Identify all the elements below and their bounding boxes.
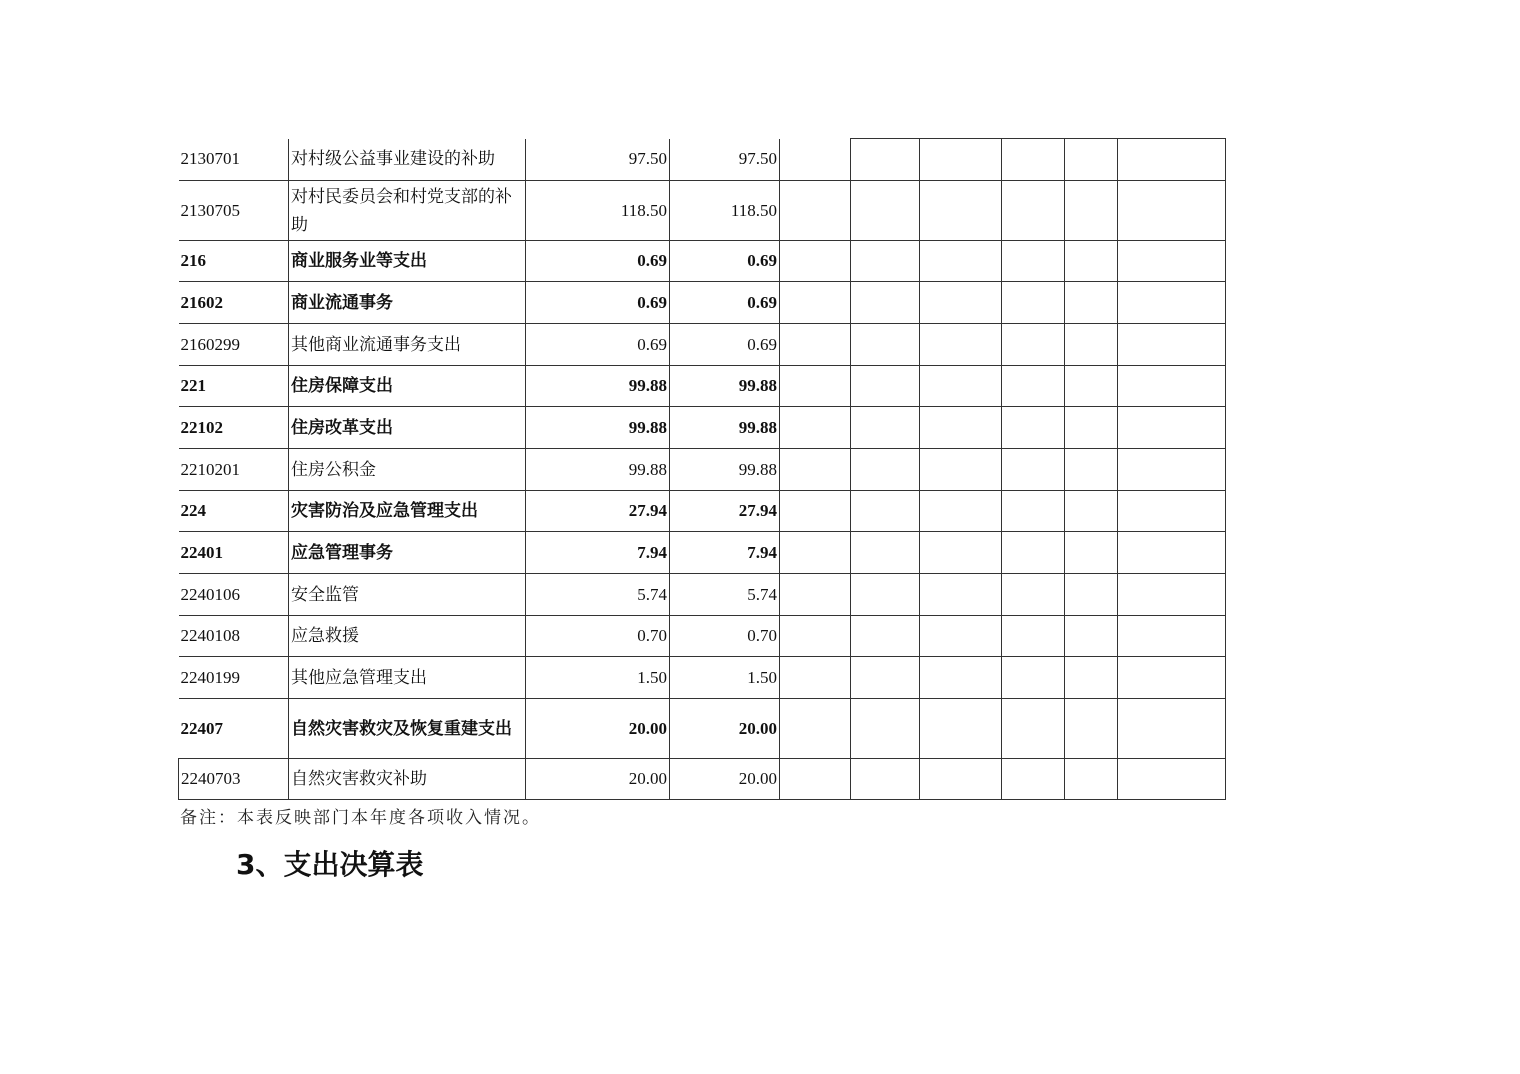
empty-cell xyxy=(1002,699,1065,759)
empty-cell xyxy=(1118,241,1226,282)
table-row xyxy=(179,282,1226,324)
empty-cell xyxy=(920,449,1002,491)
empty-cell xyxy=(1065,449,1118,491)
row-name: 对村级公益事业建设的补助 xyxy=(289,139,526,181)
table-row xyxy=(179,139,1226,181)
budget-table xyxy=(178,138,1226,800)
empty-cell xyxy=(920,324,1002,366)
row-value-1: 0.69 xyxy=(526,241,670,282)
empty-cell xyxy=(851,449,920,491)
row-name: 应急管理事务 xyxy=(289,532,526,574)
empty-cell xyxy=(920,532,1002,574)
row-name: 住房保障支出 xyxy=(289,366,526,407)
empty-cell xyxy=(1118,139,1226,181)
row-code: 2240106 xyxy=(179,574,289,616)
row-code: 2130705 xyxy=(179,181,289,241)
empty-cell xyxy=(1002,759,1065,800)
empty-cell xyxy=(780,759,851,800)
empty-cell xyxy=(1118,616,1226,657)
empty-cell xyxy=(1002,616,1065,657)
empty-cell xyxy=(1002,324,1065,366)
row-code: 2130701 xyxy=(179,139,289,181)
row-value-1: 0.69 xyxy=(526,282,670,324)
row-value-2: 20.00 xyxy=(670,699,780,759)
empty-cell xyxy=(1065,181,1118,241)
empty-cell xyxy=(1002,574,1065,616)
empty-cell xyxy=(1002,407,1065,449)
row-code: 221 xyxy=(179,366,289,407)
empty-cell xyxy=(1065,657,1118,699)
row-name: 对村民委员会和村党支部的补助 xyxy=(289,181,526,241)
row-name: 其他应急管理支出 xyxy=(289,657,526,699)
table-row xyxy=(179,574,1226,616)
row-name: 灾害防治及应急管理支出 xyxy=(289,491,526,532)
row-value-2: 97.50 xyxy=(670,139,780,181)
empty-cell xyxy=(1118,699,1226,759)
row-value-1: 1.50 xyxy=(526,657,670,699)
row-value-1: 97.50 xyxy=(526,139,670,181)
empty-cell xyxy=(851,181,920,241)
empty-cell xyxy=(1002,366,1065,407)
empty-cell xyxy=(851,532,920,574)
row-code: 2240703 xyxy=(179,759,289,800)
empty-cell xyxy=(780,616,851,657)
empty-cell xyxy=(1118,282,1226,324)
empty-cell xyxy=(1002,181,1065,241)
empty-cell xyxy=(780,181,851,241)
empty-cell xyxy=(1065,574,1118,616)
empty-cell xyxy=(1118,449,1226,491)
table-row xyxy=(179,407,1226,449)
empty-cell xyxy=(851,407,920,449)
empty-cell xyxy=(851,759,920,800)
empty-cell xyxy=(780,449,851,491)
empty-cell xyxy=(920,657,1002,699)
empty-cell xyxy=(1118,759,1226,800)
table-row xyxy=(179,449,1226,491)
empty-cell xyxy=(851,139,920,181)
row-code: 2240199 xyxy=(179,657,289,699)
empty-cell xyxy=(1118,324,1226,366)
row-value-2: 0.69 xyxy=(670,324,780,366)
row-code: 22401 xyxy=(179,532,289,574)
row-code: 22407 xyxy=(179,699,289,759)
table-footnote: 备注：本表反映部门本年度各项收入情况。 xyxy=(180,808,541,828)
row-value-2: 0.69 xyxy=(670,282,780,324)
row-name: 自然灾害救灾补助 xyxy=(289,759,526,800)
empty-cell xyxy=(1065,759,1118,800)
row-value-2: 20.00 xyxy=(670,759,780,800)
empty-cell xyxy=(1065,241,1118,282)
row-value-1: 20.00 xyxy=(526,759,670,800)
empty-cell xyxy=(780,366,851,407)
row-name: 其他商业流通事务支出 xyxy=(289,324,526,366)
empty-cell xyxy=(1065,407,1118,449)
empty-cell xyxy=(1118,574,1226,616)
empty-cell xyxy=(1118,657,1226,699)
empty-cell xyxy=(851,616,920,657)
row-name: 商业服务业等支出 xyxy=(289,241,526,282)
empty-cell xyxy=(1065,324,1118,366)
row-value-1: 99.88 xyxy=(526,449,670,491)
empty-cell xyxy=(920,616,1002,657)
empty-cell xyxy=(1065,491,1118,532)
empty-cell xyxy=(1002,532,1065,574)
row-value-2: 99.88 xyxy=(670,407,780,449)
empty-cell xyxy=(1065,532,1118,574)
empty-cell xyxy=(1002,139,1065,181)
row-code: 21602 xyxy=(179,282,289,324)
empty-cell xyxy=(1065,366,1118,407)
empty-cell xyxy=(1118,407,1226,449)
empty-cell xyxy=(1118,491,1226,532)
empty-cell xyxy=(851,491,920,532)
empty-cell xyxy=(920,759,1002,800)
table-row xyxy=(179,324,1226,366)
empty-cell xyxy=(1002,241,1065,282)
empty-cell xyxy=(1065,282,1118,324)
table-row xyxy=(179,616,1226,657)
row-value-2: 0.70 xyxy=(670,616,780,657)
empty-cell xyxy=(851,366,920,407)
empty-cell xyxy=(1065,616,1118,657)
empty-cell xyxy=(1002,491,1065,532)
row-code: 2160299 xyxy=(179,324,289,366)
row-value-1: 0.70 xyxy=(526,616,670,657)
row-value-1: 99.88 xyxy=(526,366,670,407)
row-value-1: 0.69 xyxy=(526,324,670,366)
empty-cell xyxy=(920,574,1002,616)
section-heading: 3、支出决算表 xyxy=(236,848,424,881)
empty-cell xyxy=(851,657,920,699)
empty-cell xyxy=(1002,657,1065,699)
empty-cell xyxy=(920,366,1002,407)
empty-cell xyxy=(851,282,920,324)
row-value-2: 1.50 xyxy=(670,657,780,699)
empty-cell xyxy=(920,282,1002,324)
empty-cell xyxy=(780,532,851,574)
row-code: 2240108 xyxy=(179,616,289,657)
row-name: 安全监管 xyxy=(289,574,526,616)
empty-cell xyxy=(780,324,851,366)
empty-cell xyxy=(851,241,920,282)
empty-cell xyxy=(851,324,920,366)
table-row xyxy=(179,699,1226,759)
row-value-1: 27.94 xyxy=(526,491,670,532)
table-row xyxy=(179,491,1226,532)
row-code: 22102 xyxy=(179,407,289,449)
empty-cell xyxy=(1118,366,1226,407)
empty-cell xyxy=(920,139,1002,181)
empty-cell xyxy=(851,699,920,759)
empty-cell xyxy=(1002,449,1065,491)
row-value-2: 99.88 xyxy=(670,449,780,491)
row-value-2: 0.69 xyxy=(670,241,780,282)
empty-cell xyxy=(780,574,851,616)
empty-cell xyxy=(780,282,851,324)
empty-cell xyxy=(920,181,1002,241)
table-row xyxy=(179,532,1226,574)
empty-cell xyxy=(851,574,920,616)
row-value-2: 118.50 xyxy=(670,181,780,241)
empty-cell xyxy=(920,491,1002,532)
empty-cell xyxy=(780,491,851,532)
row-value-1: 7.94 xyxy=(526,532,670,574)
row-value-2: 99.88 xyxy=(670,366,780,407)
empty-cell xyxy=(1065,139,1118,181)
row-value-2: 7.94 xyxy=(670,532,780,574)
table-row xyxy=(179,181,1226,241)
empty-cell xyxy=(780,407,851,449)
row-value-1: 5.74 xyxy=(526,574,670,616)
row-value-1: 118.50 xyxy=(526,181,670,241)
empty-cell xyxy=(920,699,1002,759)
empty-cell xyxy=(780,241,851,282)
empty-cell xyxy=(1002,282,1065,324)
row-code: 2210201 xyxy=(179,449,289,491)
row-value-1: 20.00 xyxy=(526,699,670,759)
empty-cell xyxy=(780,139,851,181)
empty-cell xyxy=(780,699,851,759)
row-value-2: 27.94 xyxy=(670,491,780,532)
row-code: 224 xyxy=(179,491,289,532)
row-name: 自然灾害救灾及恢复重建支出 xyxy=(289,699,526,759)
table-row xyxy=(179,657,1226,699)
row-value-2: 5.74 xyxy=(670,574,780,616)
empty-cell xyxy=(780,657,851,699)
table-row xyxy=(179,241,1226,282)
empty-cell xyxy=(1118,181,1226,241)
row-name: 应急救援 xyxy=(289,616,526,657)
empty-cell xyxy=(1065,699,1118,759)
row-name: 商业流通事务 xyxy=(289,282,526,324)
empty-cell xyxy=(920,407,1002,449)
empty-cell xyxy=(1118,532,1226,574)
row-code: 216 xyxy=(179,241,289,282)
table-row xyxy=(179,759,1226,800)
row-value-1: 99.88 xyxy=(526,407,670,449)
row-name: 住房改革支出 xyxy=(289,407,526,449)
row-name: 住房公积金 xyxy=(289,449,526,491)
empty-cell xyxy=(920,241,1002,282)
table-row xyxy=(179,366,1226,407)
